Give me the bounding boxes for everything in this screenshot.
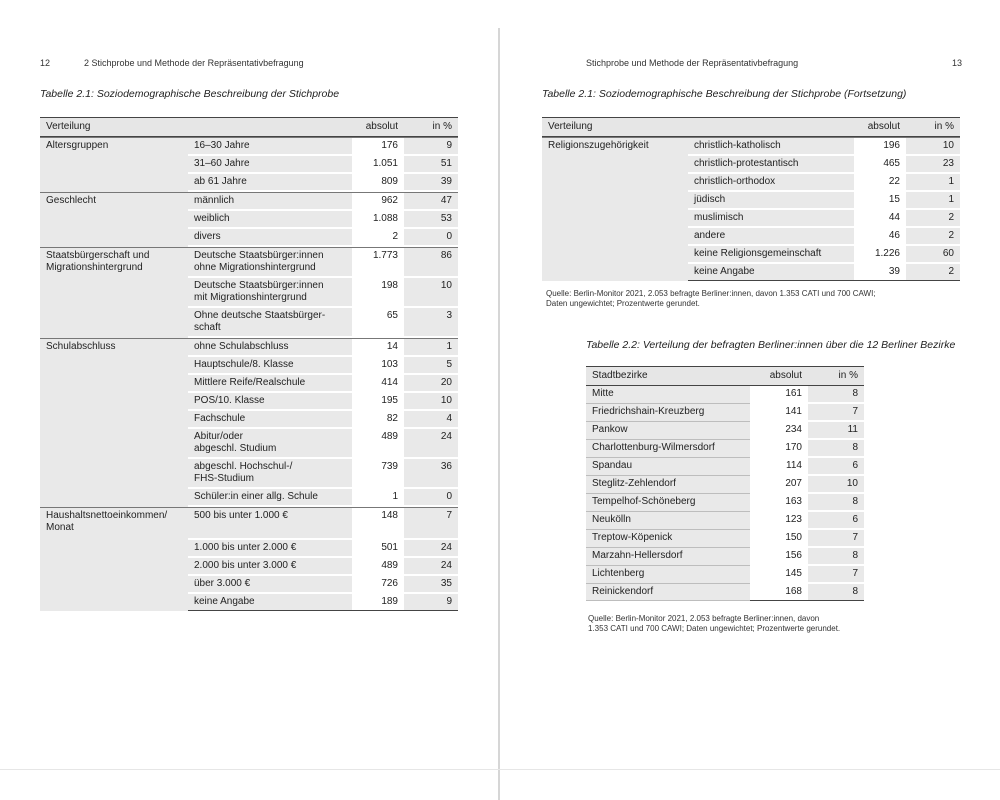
- row-subcategory: über 3.000 €: [188, 576, 352, 594]
- row-subcategory: jüdisch: [688, 192, 854, 210]
- row-percent: 1: [906, 192, 960, 210]
- table-row: [586, 584, 864, 601]
- table-2-2: [586, 366, 864, 601]
- row-subcategory: divers: [188, 229, 352, 247]
- district-absolut: 161: [750, 386, 808, 404]
- header-absolut: absolut: [854, 117, 906, 137]
- row-absolut: 148: [352, 507, 404, 540]
- header-absolut: absolut: [352, 117, 404, 137]
- table-2-1-continued-body: [542, 137, 960, 281]
- table-row: [586, 566, 864, 584]
- district-absolut: 114: [750, 458, 808, 476]
- header-verteilung: Verteilung: [542, 117, 688, 137]
- table-row: [586, 440, 864, 458]
- table-2-2-source: Quelle: Berlin-Monitor 2021, 2.053 befragte Berliner:innen, davon 1.353 CATI und 700 CAWI; Daten ungewichtet; Prozentwerte gerundet.: [588, 614, 841, 633]
- left-page-number: 12: [40, 58, 51, 68]
- row-percent: 7: [404, 507, 458, 540]
- district-percent: 8: [808, 584, 864, 601]
- row-subcategory: christlich-orthodox: [688, 174, 854, 192]
- district-percent: 10: [808, 476, 864, 494]
- row-subcategory: ohne Schulabschluss: [188, 338, 352, 357]
- row-category: Schulabschluss: [40, 338, 188, 507]
- district-percent: 7: [808, 530, 864, 548]
- row-absolut: 489: [352, 429, 404, 459]
- row-percent: 10: [906, 137, 960, 156]
- table-row: [40, 338, 458, 357]
- row-subcategory: Deutsche Staatsbürger:innen mit Migrationshintergrund: [188, 278, 352, 308]
- table-row: [40, 247, 458, 278]
- row-subcategory: männlich: [188, 192, 352, 211]
- row-absolut: 809: [352, 174, 404, 192]
- row-subcategory: keine Religionsgemeinschaft: [688, 246, 854, 264]
- district-absolut: 170: [750, 440, 808, 458]
- row-percent: 60: [906, 246, 960, 264]
- district-percent: 8: [808, 440, 864, 458]
- right-page: [500, 0, 1000, 800]
- table-row: [586, 494, 864, 512]
- row-percent: 3: [404, 308, 458, 338]
- row-absolut: 15: [854, 192, 906, 210]
- row-absolut: 14: [352, 338, 404, 357]
- table-row: [40, 192, 458, 211]
- table-row: [586, 476, 864, 494]
- row-absolut: 46: [854, 228, 906, 246]
- district-absolut: 156: [750, 548, 808, 566]
- row-percent: 9: [404, 594, 458, 611]
- district-name: Steglitz-Zehlendorf: [586, 476, 750, 494]
- row-subcategory: Abitur/oder abgeschl. Studium: [188, 429, 352, 459]
- row-percent: 5: [404, 357, 458, 375]
- row-absolut: 2: [352, 229, 404, 247]
- row-category: Religionszugehörigkeit: [542, 137, 688, 281]
- header-stadtbezirke: Stadtbezirke: [586, 366, 750, 386]
- table-2-1-title: Tabelle 2.1: Soziodemographische Beschreibung der Stichprobe: [40, 88, 340, 100]
- row-absolut: 739: [352, 459, 404, 489]
- table-2-1-body: [40, 137, 458, 611]
- table-row: [586, 512, 864, 530]
- district-percent: 8: [808, 548, 864, 566]
- row-absolut: 1: [352, 489, 404, 507]
- row-absolut: 22: [854, 174, 906, 192]
- row-percent: 86: [404, 247, 458, 278]
- district-percent: 6: [808, 458, 864, 476]
- row-percent: 51: [404, 156, 458, 174]
- row-category: Haushaltsnettoeinkommen/ Monat: [40, 507, 188, 611]
- header-blank: [188, 117, 352, 137]
- table-2-2-title: Tabelle 2.2: Verteilung der befragten Berliner:innen über die 12 Berliner Bezirke: [586, 339, 956, 351]
- row-subcategory: Fachschule: [188, 411, 352, 429]
- row-percent: 4: [404, 411, 458, 429]
- header-in-percent: in %: [404, 117, 458, 137]
- row-absolut: 1.051: [352, 156, 404, 174]
- row-subcategory: weiblich: [188, 211, 352, 229]
- row-absolut: 1.088: [352, 211, 404, 229]
- row-absolut: 189: [352, 594, 404, 611]
- right-page-number: 13: [952, 58, 963, 68]
- table-row: [586, 404, 864, 422]
- district-absolut: 123: [750, 512, 808, 530]
- left-page: [0, 0, 498, 800]
- row-subcategory: Schüler:in einer allg. Schule: [188, 489, 352, 507]
- header-absolut: absolut: [750, 366, 808, 386]
- table-2-1-source: Quelle: Berlin-Monitor 2021, 2.053 befragte Berliner:innen, davon 1.353 CATI und 700 CAWI; Daten ungewichtet; Prozentwerte gerundet.: [546, 289, 876, 308]
- table-2-1-continued-title: Tabelle 2.1: Soziodemographische Beschreibung der Stichprobe (Fortsetzung): [542, 88, 907, 100]
- row-percent: 1: [906, 174, 960, 192]
- row-absolut: 501: [352, 540, 404, 558]
- row-percent: 0: [404, 489, 458, 507]
- row-absolut: 1.226: [854, 246, 906, 264]
- row-category: Geschlecht: [40, 192, 188, 247]
- row-subcategory: abgeschl. Hochschul-/ FHS-Studium: [188, 459, 352, 489]
- table-2-1-continued: [542, 117, 960, 281]
- row-percent: 24: [404, 540, 458, 558]
- right-running-header: Stichprobe und Methode der Repräsentativbefragung: [586, 58, 799, 68]
- district-absolut: 168: [750, 584, 808, 601]
- row-absolut: 82: [352, 411, 404, 429]
- row-subcategory: POS/10. Klasse: [188, 393, 352, 411]
- row-category: Altersgruppen: [40, 137, 188, 192]
- row-subcategory: christlich-katholisch: [688, 137, 854, 156]
- table-2-1: [40, 117, 458, 611]
- header-in-percent: in %: [906, 117, 960, 137]
- district-absolut: 141: [750, 404, 808, 422]
- district-absolut: 207: [750, 476, 808, 494]
- district-name: Mitte: [586, 386, 750, 404]
- table-row: [586, 548, 864, 566]
- district-percent: 6: [808, 512, 864, 530]
- row-percent: 53: [404, 211, 458, 229]
- row-percent: 2: [906, 264, 960, 281]
- district-percent: 8: [808, 494, 864, 512]
- table-row: [542, 137, 960, 156]
- row-subcategory: Mittlere Reife/Realschule: [188, 375, 352, 393]
- left-running-header: 2 Stichprobe und Methode der Repräsentativbefragung: [84, 58, 304, 68]
- table-2-2-body: [586, 386, 864, 601]
- row-absolut: 176: [352, 137, 404, 156]
- row-percent: 24: [404, 429, 458, 459]
- row-subcategory: 500 bis unter 1.000 €: [188, 507, 352, 540]
- row-subcategory: keine Angabe: [188, 594, 352, 611]
- row-percent: 47: [404, 192, 458, 211]
- row-percent: 2: [906, 210, 960, 228]
- district-absolut: 234: [750, 422, 808, 440]
- district-name: Tempelhof-Schöneberg: [586, 494, 750, 512]
- row-percent: 20: [404, 375, 458, 393]
- row-absolut: 44: [854, 210, 906, 228]
- table-row: [586, 422, 864, 440]
- row-absolut: 65: [352, 308, 404, 338]
- row-category: Staatsbürgerschaft und Migrationshintergrund: [40, 247, 188, 338]
- district-name: Marzahn-Hellersdorf: [586, 548, 750, 566]
- table-row: [586, 458, 864, 476]
- row-absolut: 962: [352, 192, 404, 211]
- row-subcategory: ab 61 Jahre: [188, 174, 352, 192]
- district-percent: 8: [808, 386, 864, 404]
- header-blank: [688, 117, 854, 137]
- row-subcategory: christlich-protestantisch: [688, 156, 854, 174]
- district-name: Reinickendorf: [586, 584, 750, 601]
- table-row: [40, 137, 458, 156]
- district-name: Pankow: [586, 422, 750, 440]
- row-percent: 10: [404, 278, 458, 308]
- row-percent: 1: [404, 338, 458, 357]
- row-percent: 36: [404, 459, 458, 489]
- table-row: [40, 507, 458, 540]
- row-subcategory: andere: [688, 228, 854, 246]
- header-in-percent: in %: [808, 366, 864, 386]
- row-percent: 9: [404, 137, 458, 156]
- row-absolut: 195: [352, 393, 404, 411]
- district-name: Treptow-Köpenick: [586, 530, 750, 548]
- district-name: Lichtenberg: [586, 566, 750, 584]
- row-subcategory: 1.000 bis unter 2.000 €: [188, 540, 352, 558]
- row-absolut: 726: [352, 576, 404, 594]
- row-subcategory: Ohne deutsche Staatsbürger- schaft: [188, 308, 352, 338]
- row-subcategory: Hauptschule/8. Klasse: [188, 357, 352, 375]
- row-subcategory: muslimisch: [688, 210, 854, 228]
- district-percent: 7: [808, 404, 864, 422]
- district-absolut: 163: [750, 494, 808, 512]
- row-percent: 2: [906, 228, 960, 246]
- header-verteilung: Verteilung: [40, 117, 188, 137]
- district-name: Friedrichshain-Kreuzberg: [586, 404, 750, 422]
- row-absolut: 465: [854, 156, 906, 174]
- row-absolut: 198: [352, 278, 404, 308]
- row-absolut: 39: [854, 264, 906, 281]
- row-percent: 0: [404, 229, 458, 247]
- row-absolut: 103: [352, 357, 404, 375]
- table-row: [586, 386, 864, 404]
- district-percent: 11: [808, 422, 864, 440]
- row-subcategory: keine Angabe: [688, 264, 854, 281]
- row-absolut: 414: [352, 375, 404, 393]
- row-subcategory: 16–30 Jahre: [188, 137, 352, 156]
- row-absolut: 1.773: [352, 247, 404, 278]
- row-percent: 39: [404, 174, 458, 192]
- district-percent: 7: [808, 566, 864, 584]
- district-absolut: 145: [750, 566, 808, 584]
- row-percent: 10: [404, 393, 458, 411]
- district-absolut: 150: [750, 530, 808, 548]
- district-name: Spandau: [586, 458, 750, 476]
- table-row: [586, 530, 864, 548]
- row-subcategory: Deutsche Staatsbürger:innen ohne Migrationshintergrund: [188, 247, 352, 278]
- row-percent: 35: [404, 576, 458, 594]
- row-percent: 23: [906, 156, 960, 174]
- district-name: Neukölln: [586, 512, 750, 530]
- district-name: Charlottenburg-Wilmersdorf: [586, 440, 750, 458]
- row-subcategory: 31–60 Jahre: [188, 156, 352, 174]
- row-absolut: 196: [854, 137, 906, 156]
- row-subcategory: 2.000 bis unter 3.000 €: [188, 558, 352, 576]
- row-absolut: 489: [352, 558, 404, 576]
- row-percent: 24: [404, 558, 458, 576]
